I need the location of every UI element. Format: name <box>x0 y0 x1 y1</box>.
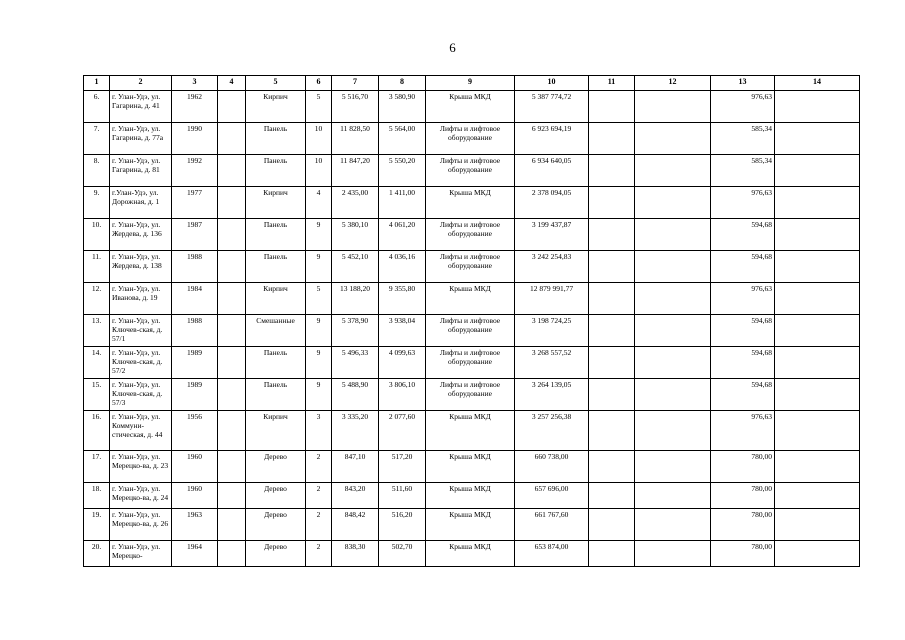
cell-address: г.Улан-Удэ, ул. Дорожная, д. 1 <box>110 187 172 219</box>
cell-cost: 653 874,00 <box>515 541 589 567</box>
cell-work-type: Лифты и лифтовое оборудование <box>426 379 515 411</box>
cell-address: г. Улан-Удэ, ул. Гагарина, д. 41 <box>110 91 172 123</box>
column-header-1: 1 <box>84 76 110 91</box>
cell-unit-cost: 594,68 <box>711 251 775 283</box>
cell-column-12 <box>635 483 711 509</box>
table-row <box>84 251 860 283</box>
cell-work-type: Крыша МКД <box>426 483 515 509</box>
cell-year-built: 1984 <box>172 283 218 315</box>
column-header-7: 7 <box>332 76 379 91</box>
cell-wall-material: Панель <box>246 155 306 187</box>
cell-floors: 9 <box>306 219 332 251</box>
cell-address: г. Улан-Удэ, ул. Жердева, д. 136 <box>110 219 172 251</box>
cell-cost: 5 387 774,72 <box>515 91 589 123</box>
cell-column-14 <box>775 91 860 123</box>
cell-unit-cost: 976,63 <box>711 283 775 315</box>
cell-column-11 <box>589 315 635 347</box>
cell-column-11 <box>589 155 635 187</box>
cell-cost: 660 738,00 <box>515 451 589 483</box>
cell-cost: 6 923 694,19 <box>515 123 589 155</box>
cell-cost: 12 879 991,77 <box>515 283 589 315</box>
cell-address: г. Улан-Удэ, ул. Ключев-ская, д. 57/2 <box>110 347 172 379</box>
table-row <box>84 483 860 509</box>
cell-column-4 <box>218 379 246 411</box>
table-row <box>84 155 860 187</box>
cell-row-number: 8. <box>84 155 110 187</box>
cell-row-number: 13. <box>84 315 110 347</box>
cell-year-built: 1990 <box>172 123 218 155</box>
cell-column-11 <box>589 123 635 155</box>
column-header-4: 4 <box>218 76 246 91</box>
cell-floors: 2 <box>306 509 332 541</box>
cell-address: г. Улан-Удэ, ул. Ключев-ская, д. 57/3 <box>110 379 172 411</box>
column-header-13: 13 <box>711 76 775 91</box>
cell-unit-cost: 976,63 <box>711 411 775 451</box>
cell-wall-material: Кирпич <box>246 283 306 315</box>
cell-year-built: 1964 <box>172 541 218 567</box>
table-row <box>84 123 860 155</box>
cell-living-area: 502,70 <box>379 541 426 567</box>
table-row <box>84 411 860 451</box>
cell-column-14 <box>775 123 860 155</box>
cell-work-type: Крыша МКД <box>426 91 515 123</box>
cell-column-12 <box>635 123 711 155</box>
cell-cost: 2 378 094,05 <box>515 187 589 219</box>
cell-column-4 <box>218 509 246 541</box>
cell-living-area: 517,20 <box>379 451 426 483</box>
cell-unit-cost: 594,68 <box>711 347 775 379</box>
cell-address: г. Улан-Удэ, ул. Жердева, д. 138 <box>110 251 172 283</box>
cell-row-number: 10. <box>84 219 110 251</box>
table-row <box>84 283 860 315</box>
cell-year-built: 1960 <box>172 451 218 483</box>
cell-column-14 <box>775 379 860 411</box>
page-number: 6 <box>449 40 456 55</box>
table-row <box>84 187 860 219</box>
cell-column-12 <box>635 187 711 219</box>
cell-unit-cost: 780,00 <box>711 541 775 567</box>
cell-column-11 <box>589 541 635 567</box>
cell-total-area: 5 452,10 <box>332 251 379 283</box>
cell-wall-material: Смешанные <box>246 315 306 347</box>
cell-wall-material: Дерево <box>246 541 306 567</box>
data-table <box>83 75 860 567</box>
cell-column-12 <box>635 451 711 483</box>
cell-cost: 657 696,00 <box>515 483 589 509</box>
cell-column-14 <box>775 251 860 283</box>
cell-wall-material: Панель <box>246 379 306 411</box>
table-row <box>84 219 860 251</box>
cell-work-type: Крыша МКД <box>426 451 515 483</box>
cell-column-12 <box>635 251 711 283</box>
column-header-12: 12 <box>635 76 711 91</box>
cell-cost: 3 257 256,38 <box>515 411 589 451</box>
cell-column-11 <box>589 483 635 509</box>
cell-column-14 <box>775 155 860 187</box>
cell-column-12 <box>635 155 711 187</box>
column-header-14: 14 <box>775 76 860 91</box>
cell-floors: 9 <box>306 347 332 379</box>
column-header-3: 3 <box>172 76 218 91</box>
cell-total-area: 2 435,00 <box>332 187 379 219</box>
cell-living-area: 9 355,80 <box>379 283 426 315</box>
cell-living-area: 3 806,10 <box>379 379 426 411</box>
cell-wall-material: Панель <box>246 251 306 283</box>
cell-year-built: 1992 <box>172 155 218 187</box>
cell-cost: 3 199 437,87 <box>515 219 589 251</box>
cell-column-11 <box>589 251 635 283</box>
column-header-2: 2 <box>110 76 172 91</box>
cell-year-built: 1988 <box>172 251 218 283</box>
cell-year-built: 1989 <box>172 347 218 379</box>
cell-total-area: 847,10 <box>332 451 379 483</box>
cell-column-11 <box>589 379 635 411</box>
cell-floors: 9 <box>306 379 332 411</box>
cell-total-area: 5 516,70 <box>332 91 379 123</box>
table-row <box>84 315 860 347</box>
cell-cost: 3 264 139,05 <box>515 379 589 411</box>
column-header-5: 5 <box>246 76 306 91</box>
cell-year-built: 1956 <box>172 411 218 451</box>
cell-column-12 <box>635 509 711 541</box>
cell-row-number: 11. <box>84 251 110 283</box>
cell-unit-cost: 976,63 <box>711 91 775 123</box>
cell-address: г. Улан-Удэ, ул. Мерецко-ва, д. 26 <box>110 509 172 541</box>
cell-column-11 <box>589 187 635 219</box>
cell-work-type: Крыша МКД <box>426 283 515 315</box>
cell-column-11 <box>589 347 635 379</box>
cell-total-area: 11 847,20 <box>332 155 379 187</box>
cell-total-area: 13 188,20 <box>332 283 379 315</box>
cell-living-area: 3 580,90 <box>379 91 426 123</box>
table-row <box>84 91 860 123</box>
column-header-11: 11 <box>589 76 635 91</box>
cell-unit-cost: 594,68 <box>711 379 775 411</box>
cell-wall-material: Дерево <box>246 451 306 483</box>
cell-work-type: Лифты и лифтовое оборудование <box>426 123 515 155</box>
cell-wall-material: Панель <box>246 123 306 155</box>
cell-column-4 <box>218 155 246 187</box>
cell-row-number: 16. <box>84 411 110 451</box>
cell-column-11 <box>589 283 635 315</box>
cell-unit-cost: 780,00 <box>711 509 775 541</box>
cell-column-4 <box>218 411 246 451</box>
cell-address: г. Улан-Удэ, ул. Мерецко- <box>110 541 172 567</box>
cell-living-area: 4 061,20 <box>379 219 426 251</box>
cell-row-number: 7. <box>84 123 110 155</box>
cell-wall-material: Панель <box>246 219 306 251</box>
cell-address: г. Улан-Удэ, ул. Гагарина, д. 81 <box>110 155 172 187</box>
cell-work-type: Крыша МКД <box>426 187 515 219</box>
cell-address: г. Улан-Удэ, ул. Мерецко-ва, д. 24 <box>110 483 172 509</box>
cell-living-area: 3 938,04 <box>379 315 426 347</box>
cell-work-type: Лифты и лифтовое оборудование <box>426 155 515 187</box>
cell-total-area: 848,42 <box>332 509 379 541</box>
cell-column-4 <box>218 347 246 379</box>
cell-wall-material: Дерево <box>246 483 306 509</box>
cell-column-4 <box>218 187 246 219</box>
cell-column-11 <box>589 509 635 541</box>
cell-year-built: 1987 <box>172 219 218 251</box>
cell-work-type: Лифты и лифтовое оборудование <box>426 251 515 283</box>
cell-row-number: 17. <box>84 451 110 483</box>
cell-year-built: 1988 <box>172 315 218 347</box>
cell-work-type: Крыша МКД <box>426 411 515 451</box>
cell-column-4 <box>218 219 246 251</box>
cell-row-number: 20. <box>84 541 110 567</box>
cell-column-14 <box>775 509 860 541</box>
cell-address: г. Улан-Удэ, ул. Ключев-ская, д. 57/1 <box>110 315 172 347</box>
cell-floors: 3 <box>306 411 332 451</box>
cell-floors: 9 <box>306 315 332 347</box>
cell-column-14 <box>775 315 860 347</box>
header-row <box>84 76 860 91</box>
cell-floors: 2 <box>306 483 332 509</box>
cell-column-12 <box>635 315 711 347</box>
cell-column-12 <box>635 283 711 315</box>
cell-living-area: 4 099,63 <box>379 347 426 379</box>
column-header-8: 8 <box>379 76 426 91</box>
cell-column-4 <box>218 315 246 347</box>
cell-row-number: 14. <box>84 347 110 379</box>
cell-column-14 <box>775 483 860 509</box>
cell-column-4 <box>218 483 246 509</box>
cell-unit-cost: 594,68 <box>711 315 775 347</box>
cell-column-11 <box>589 451 635 483</box>
cell-living-area: 1 411,00 <box>379 187 426 219</box>
cell-column-12 <box>635 541 711 567</box>
cell-floors: 5 <box>306 283 332 315</box>
cell-total-area: 11 828,50 <box>332 123 379 155</box>
cell-column-12 <box>635 411 711 451</box>
cell-living-area: 516,20 <box>379 509 426 541</box>
cell-floors: 9 <box>306 251 332 283</box>
cell-floors: 2 <box>306 451 332 483</box>
cell-year-built: 1960 <box>172 483 218 509</box>
cell-cost: 6 934 640,05 <box>515 155 589 187</box>
cell-work-type: Крыша МКД <box>426 509 515 541</box>
table-row <box>84 347 860 379</box>
cell-row-number: 6. <box>84 91 110 123</box>
cell-row-number: 12. <box>84 283 110 315</box>
cell-column-4 <box>218 451 246 483</box>
cell-total-area: 5 488,90 <box>332 379 379 411</box>
cell-cost: 661 767,60 <box>515 509 589 541</box>
cell-address: г. Улан-Удэ, ул. Гагарина, д. 77а <box>110 123 172 155</box>
cell-unit-cost: 594,68 <box>711 219 775 251</box>
cell-wall-material: Кирпич <box>246 411 306 451</box>
column-header-10: 10 <box>515 76 589 91</box>
cell-unit-cost: 976,63 <box>711 187 775 219</box>
cell-year-built: 1962 <box>172 91 218 123</box>
column-header-6: 6 <box>306 76 332 91</box>
cell-floors: 4 <box>306 187 332 219</box>
cell-column-14 <box>775 541 860 567</box>
cell-unit-cost: 585,34 <box>711 123 775 155</box>
cell-floors: 2 <box>306 541 332 567</box>
cell-wall-material: Кирпич <box>246 91 306 123</box>
cell-column-12 <box>635 347 711 379</box>
cell-column-14 <box>775 451 860 483</box>
cell-column-14 <box>775 219 860 251</box>
cell-address: г. Улан-Удэ, ул. Мерецко-ва, д. 23 <box>110 451 172 483</box>
cell-living-area: 2 077,60 <box>379 411 426 451</box>
cell-column-11 <box>589 219 635 251</box>
cell-living-area: 511,60 <box>379 483 426 509</box>
cell-column-14 <box>775 411 860 451</box>
cell-total-area: 843,20 <box>332 483 379 509</box>
cell-address: г. Улан-Удэ, ул. Коммуни-стическая, д. 44 <box>110 411 172 451</box>
cell-column-14 <box>775 187 860 219</box>
cell-unit-cost: 780,00 <box>711 483 775 509</box>
cell-wall-material: Кирпич <box>246 187 306 219</box>
cell-row-number: 19. <box>84 509 110 541</box>
cell-column-12 <box>635 219 711 251</box>
column-header-9: 9 <box>426 76 515 91</box>
table-row <box>84 379 860 411</box>
cell-work-type: Лифты и лифтовое оборудование <box>426 219 515 251</box>
cell-total-area: 3 335,20 <box>332 411 379 451</box>
cell-column-4 <box>218 283 246 315</box>
cell-total-area: 838,30 <box>332 541 379 567</box>
cell-column-14 <box>775 347 860 379</box>
cell-column-4 <box>218 541 246 567</box>
cell-column-11 <box>589 91 635 123</box>
cell-unit-cost: 780,00 <box>711 451 775 483</box>
cell-total-area: 5 378,90 <box>332 315 379 347</box>
cell-work-type: Лифты и лифтовое оборудование <box>426 347 515 379</box>
cell-wall-material: Дерево <box>246 509 306 541</box>
cell-year-built: 1963 <box>172 509 218 541</box>
cell-row-number: 9. <box>84 187 110 219</box>
cell-address: г. Улан-Удэ, ул. Иванова, д. 19 <box>110 283 172 315</box>
cell-cost: 3 268 557,52 <box>515 347 589 379</box>
cell-unit-cost: 585,34 <box>711 155 775 187</box>
cell-year-built: 1977 <box>172 187 218 219</box>
cell-column-4 <box>218 123 246 155</box>
cell-column-12 <box>635 379 711 411</box>
cell-column-12 <box>635 91 711 123</box>
cell-column-4 <box>218 91 246 123</box>
table-row <box>84 541 860 567</box>
cell-row-number: 15. <box>84 379 110 411</box>
cell-total-area: 5 496,33 <box>332 347 379 379</box>
cell-living-area: 5 564,00 <box>379 123 426 155</box>
table-row <box>84 509 860 541</box>
cell-cost: 3 198 724,25 <box>515 315 589 347</box>
cell-year-built: 1989 <box>172 379 218 411</box>
cell-work-type: Крыша МКД <box>426 541 515 567</box>
cell-row-number: 18. <box>84 483 110 509</box>
cell-floors: 5 <box>306 91 332 123</box>
cell-living-area: 4 036,16 <box>379 251 426 283</box>
cell-floors: 10 <box>306 123 332 155</box>
cell-wall-material: Панель <box>246 347 306 379</box>
cell-living-area: 5 550,20 <box>379 155 426 187</box>
cell-total-area: 5 380,10 <box>332 219 379 251</box>
cell-floors: 10 <box>306 155 332 187</box>
cell-column-14 <box>775 283 860 315</box>
cell-column-11 <box>589 411 635 451</box>
cell-cost: 3 242 254,83 <box>515 251 589 283</box>
table-row <box>84 451 860 483</box>
cell-work-type: Лифты и лифтовое оборудование <box>426 315 515 347</box>
cell-column-4 <box>218 251 246 283</box>
